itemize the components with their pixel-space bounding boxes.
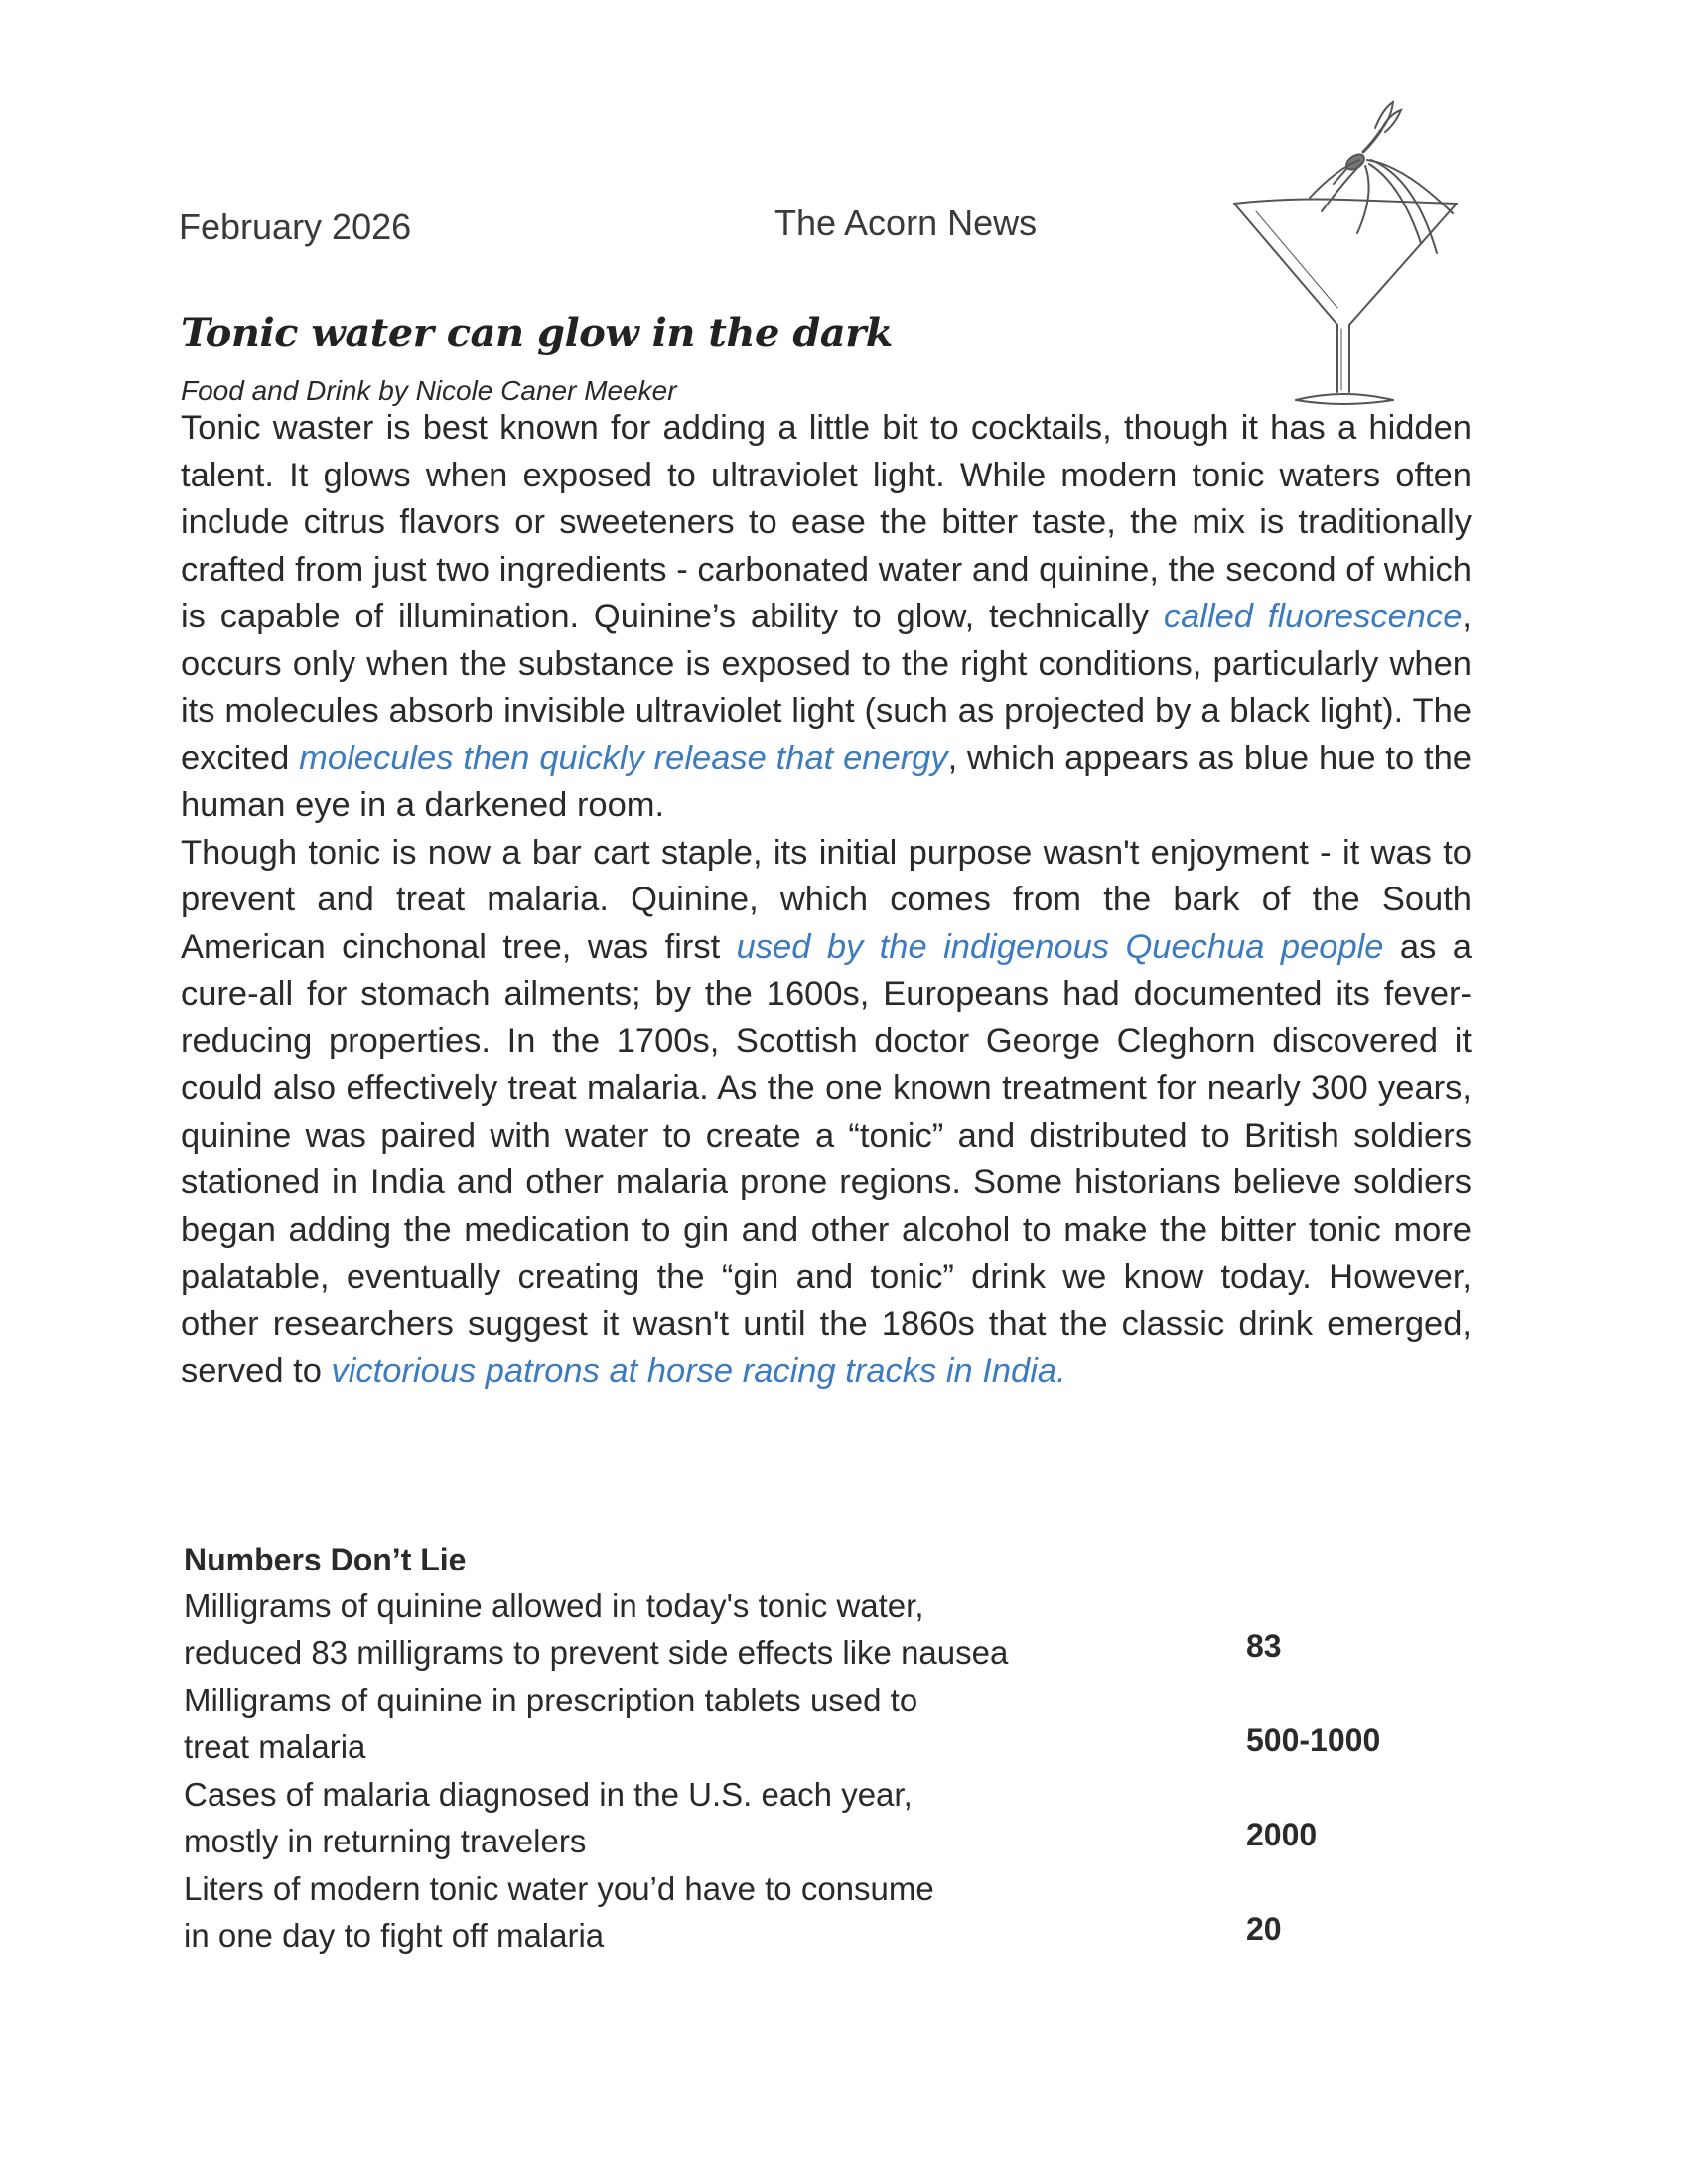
numbers-section [184,1542,1475,1960]
link-fluorescence[interactable]: called fluorescence [1163,598,1463,635]
paragraph-text: Tonic waster is best known for adding a little bit to cocktails, though it has a hidden talent. It glows when exposed to ultraviolet light. While modern tonic waters often include citrus flavors or sweeteners to ease the bitter taste, the mix is traditionally crafted from just two ingredients - carbonated water and quinine, the second of which is capable of illumination. Quinine’s ability to glow, technically [181,409,1472,635]
publication-name: The Acorn News [774,203,1038,243]
stat-row [184,1771,1475,1865]
stat-value: 20 [1246,1911,1282,1947]
article-paragraph [181,830,1472,1396]
mosquito-on-martini-glass-icon [1226,94,1465,422]
link-molecules-release-energy[interactable]: molecules then quickly release that energy [299,739,948,777]
stat-row [184,1582,1475,1677]
paragraph-text: , which appears as blue hue to the human eye in a darkened room. [181,739,1472,824]
link-horse-racing-tracks[interactable]: victorious patrons at horse racing tracks in India. [331,1352,1066,1390]
paragraph-text: Though tonic is now a bar cart staple, its initial purpose wasn't enjoyment - it was to prevent and treat malaria. Quinine, which comes from the bark of the South American cinchonal tree, was first [181,833,1472,966]
stat-label: Liters of modern tonic water you’d have to consume in one day to fight off malaria [184,1870,934,1954]
stat-label: Cases of malaria diagnosed in the U.S. each year, mostly in returning travelers [184,1776,913,1859]
stat-value: 83 [1246,1628,1282,1664]
article-paragraph [181,405,1472,830]
stat-row [184,1677,1475,1771]
stat-label: Milligrams of quinine in prescription tablets used to treat malaria [184,1682,918,1765]
issue-date: February 2026 [179,206,412,247]
stat-label: Milligrams of quinine allowed in today's tonic water, reduced 83 milligrams to prevent side effects like nausea [184,1587,1009,1671]
stat-row [184,1865,1475,1960]
article-title: Tonic water can glow in the dark [181,310,893,356]
numbers-title: Numbers Don’t Lie [184,1542,467,1577]
article-byline: Food and Drink by Nicole Caner Meeker [181,375,677,406]
paragraph-text: as a cure-all for stomach ailments; by the 1600s, Europeans had documented its fever-reducing properties. In the 1700s, Scottish doctor George Cleghorn discovered it could also effectively treat malaria. As the one known treatment for nearly 300 years, quinine was paired with water to create a “tonic” and distributed to British soldiers stationed in India and other malaria prone regions. Some historians believe soldiers began adding the medication to gin and other alcohol to make the bitter tonic more palatable, eventually creating the “gin and tonic” drink we know today. However, other researchers suggest it wasn't until the 1860s that the classic drink emerged, served to [181,927,1472,1390]
paragraph-text: , occurs only when the substance is exposed to the right conditions, particularly when its molecules absorb invisible ultraviolet light (such as projected by a black light). The excited [181,598,1472,777]
link-quechua-people[interactable]: used by the indigenous Quechua people [736,927,1384,966]
stat-value: 500-1000 [1246,1722,1381,1758]
stat-value: 2000 [1246,1817,1318,1852]
article-body [181,405,1472,1396]
